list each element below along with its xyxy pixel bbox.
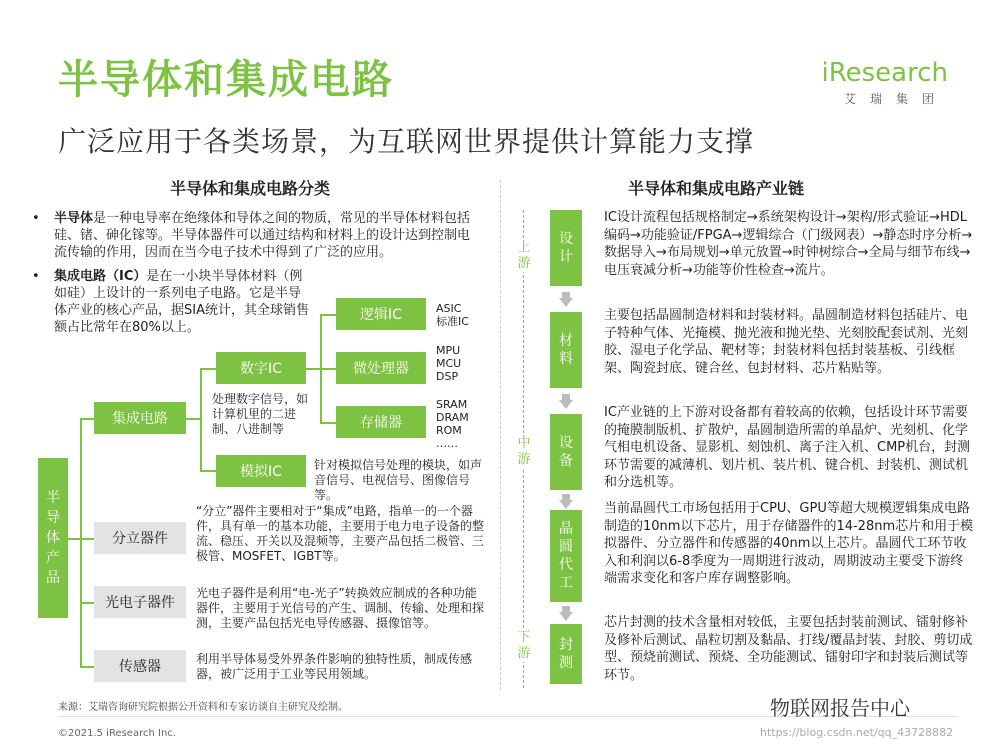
bullet1-text: 是一种电导率在绝缘体和导体之间的物质，常见的半导体材料包括硅、锗、砷化镓等。半导体器件可以通过结构和材料上的设计达到控制电流传输的作用，因而在当今电子技术中得到了广泛的应用。 — [54, 211, 471, 260]
iresearch-logo — [822, 58, 948, 107]
page-title: 半导体和集成电路 — [58, 57, 394, 103]
chain-packaging-testing: 封测 — [550, 624, 582, 684]
upstream-label: 上游 — [517, 240, 531, 271]
tree-logic-ic: 逻辑IC — [336, 298, 426, 330]
bullet1-term: 半导体 — [54, 211, 94, 226]
chain-equipment: 设备 — [550, 414, 582, 490]
logo-brand: iResearch — [821, 58, 948, 88]
tree-ic: 集成电路 — [94, 402, 186, 434]
packaging-desc: 芯片封测的技术含量相对较低，主要包括封装前测试、镭射修补及修补后测试、晶粒切割及黏晶、打线/覆晶封装、封胶、剪切成型、预烧前测试、预烧、全功能测试、镭射印字和封装后测试等环节。 — [604, 615, 973, 683]
digital-desc: 处理数字信号，如计算机里的二进制、八进制等 — [212, 392, 309, 436]
tree-analog-ic: 模拟IC — [216, 455, 306, 487]
analog-desc: 针对模拟信号处理的模块，如声音信号、电视信号、图像信号等。 — [314, 458, 483, 502]
tree-opto: 光电子器件 — [94, 586, 186, 618]
page-subtitle: 广泛应用于各类场景，为互联网世界提供计算能力支撑 — [58, 125, 755, 158]
chain-foundry: 晶圆代工 — [550, 510, 582, 602]
bullet-semiconductor: • 半导体是一种电导率在绝缘体和导体之间的物质，常见的半导体材料包括硅、锗、砷化镓等。半导体器件可以通过结构和材料上的设计达到控制电流传输的作用，因而在当今电子技术中得到了广泛的应用。 — [32, 211, 471, 260]
micro-items: MPU MCU DSP — [436, 344, 462, 383]
logo-cn: 艾瑞集团 — [843, 92, 948, 106]
copyright: ©2021.5 iResearch Inc. — [58, 728, 176, 739]
tree-microprocessor: 微处理器 — [336, 352, 426, 384]
watermark-url: https://blog.csdn.net/qq_43728882 — [760, 726, 954, 739]
tree-digital-ic: 数字IC — [216, 352, 306, 384]
tree-root: 半导体产品 — [38, 458, 68, 618]
watermark-text: 物联网报告中心 — [770, 696, 910, 720]
bullet2-text: 是在一小块半导体材料（例如硅）上设计的一系列电子电路。它是半导体产业的核心产品，据SIA统计，其全球销售额占比常年在80%以上。 — [54, 269, 309, 335]
chain-materials: 材料 — [550, 312, 582, 388]
right-section-heading: 半导体和集成电路产业链 — [628, 179, 805, 198]
left-section-heading: 半导体和集成电路分类 — [170, 179, 331, 198]
midstream-label: 中游 — [517, 436, 531, 467]
foundry-desc: 当前晶圆代工市场包括用于CPU、GPU等超大规模逻辑集成电路制造的10nm以下芯片，用于存储器件的14-28nm芯片和用于模拟器件、分立器件和传感器的40nm以上芯片。晶圆代工环节收入和利润以6-8季度为一周期进行波动，周期波动主要受下游终端需求变化和客户库存调整影响。 — [604, 501, 974, 586]
sensor-desc: 利用半导体易受外界条件影响的独特性质，制成传感器，被广泛用于工业等民用领域。 — [196, 652, 473, 681]
discrete-desc: “分立”器件主要相对于“集成”电路，指单一的一个器件，具有单一的基本功能，主要用于电力电子设备的整流、稳压、开关以及混频等，主要产品包括二极管、三极管、MOSFET、IGBT等。 — [196, 504, 485, 563]
bullet2-term: 集成电路（IC） — [54, 269, 147, 284]
tree-sensor: 传感器 — [94, 650, 186, 682]
section-divider — [500, 180, 501, 690]
equipment-desc: IC产业链的上下游对设备都有着较高的依赖，包括设计环节需要的掩膜制版机、扩散炉，晶圆制造所需的单晶炉、光刻机、化学气相电机设备、显影机、刻蚀机、离子注入机、CMP机台，封测环节需要的减薄机、划片机、装片机、键合机、封装机、测试机和分选机等。 — [604, 405, 971, 490]
chain-design: 设计 — [550, 210, 582, 286]
design-desc: IC设计流程包括规格制定→系统架构设计→架构/形式验证→HDL编码→功能验证/FPGA→逻辑综合（门级网表）→静态时序分析→数据导入→布局规划→单元放置→时钟树综合→全局与细节布线→电压衰减分析→功能等价性检查→流片。 — [604, 210, 973, 278]
materials-desc: 主要包括晶圆制造材料和封装材料。晶圆制造材料包括硅片、电子特种气体、光掩模、抛光液和抛光垫、光刻胶配套试剂、光刻胶、湿电子化学品、靶材等；封装材料包括封装基板、引线框架、陶瓷封底、键合丝、包封材料、芯片粘贴等。 — [604, 308, 969, 376]
bullet-ic: • 集成电路（IC）是在一小块半导体材料（例如硅）上设计的一系列电子电路。它是半导体产业的核心产品，据SIA统计，其全球销售额占比常年在80%以上。 — [32, 269, 309, 335]
tree-discrete: 分立器件 — [94, 522, 186, 554]
downstream-label: 下游 — [517, 630, 531, 661]
logic-items: ASIC 标准IC — [436, 302, 469, 328]
tree-memory: 存储器 — [336, 406, 426, 438]
memory-items: SRAM DRAM ROM …… — [436, 398, 469, 450]
opto-desc: 光电子器件是利用“电-光子”转换效应制成的各种功能器件，主要用于光信号的产生、调制、传输、处理和探测，主要产品包括光电导传感器、摄像馆等。 — [196, 586, 485, 630]
source-note: 来源：艾瑞咨询研究院根据公开资料和专家访谈自主研究及绘制。 — [58, 702, 348, 713]
